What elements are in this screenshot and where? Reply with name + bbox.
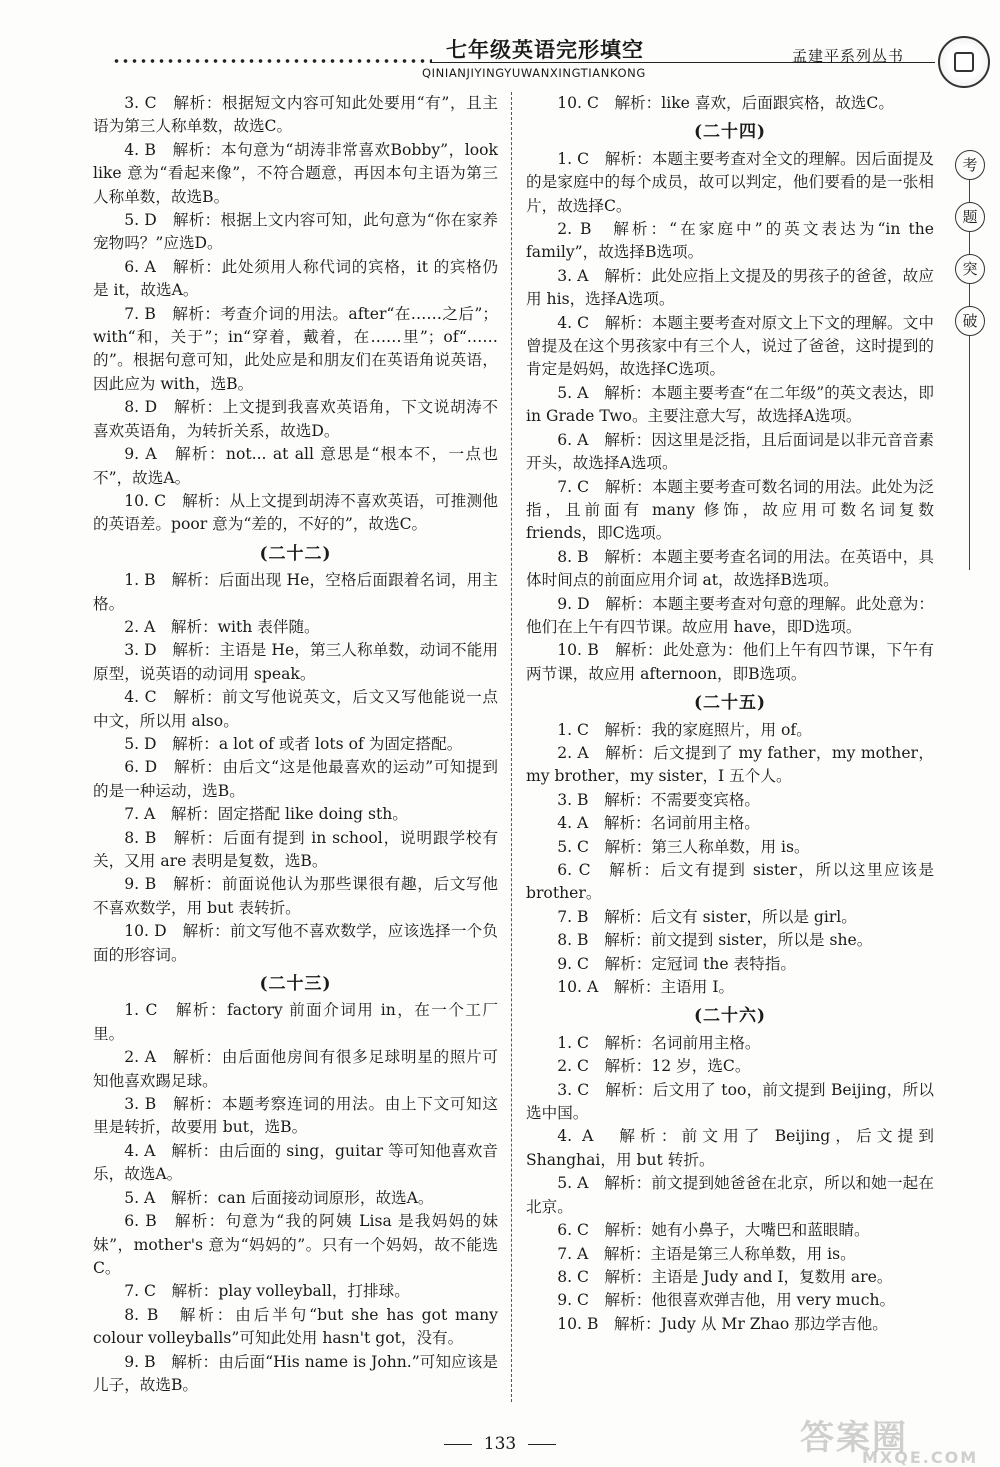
answer-item: 9. D 解析：本题主要考查对句意的理解。此处意为：他们在上午有四节课。故应用 have，即D选项。 [526,594,934,636]
answer-item: 5. A 解析：本题主要考查“在二年级”的英文表达，即 in Grade Two。主要注意大写，故选择A选项。 [526,383,934,426]
answer-item: 3. C 解析：根据短文内容可知此处要用“有”，且主语为第三人称单数，故选C。 [93,94,498,136]
section-heading: (二十三) [259,974,332,995]
section-heading: (二十四) [693,122,767,143]
answer-item: 6. B 解析：句意为“我的阿姨 Lisa 是我妈妈的妹妹”，mother's 意为“妈妈的”。只有一个妈妈，故不能选C。 [93,1212,498,1277]
answer-item: 1. B 解析：后面出现 He，空格后面跟着名词，用主格。 [93,571,498,613]
watermark-url: MXQE.COM [862,1448,979,1467]
answer-item: 4. A 解析：名词前用主格。 [557,814,760,833]
answer-item: 5. A 解析：前文提到她爸爸在北京，所以和她一起在北京。 [526,1174,934,1216]
answer-item: 2. C 解析：12 岁，选C。 [557,1057,751,1076]
answer-item: 6. D 解析：由后文“这是他最喜欢的运动”可知提到的是一种运动，选B。 [93,758,498,800]
page-number: 133 [483,1434,517,1454]
answer-item: 8. B 解析：由后半句“but she has got many colour volleyballs”可知此处用 hasn't got，没有。 [93,1305,498,1348]
answer-item: 10. B 解析：Judy 从 Mr Zhao 那边学吉他。 [557,1314,888,1333]
answer-item: 10. B 解析：此处意为：他们上午有四节课，下午有两节课，故应用 afternoon，即B选项。 [526,641,934,683]
answer-item: 4. A 解析：由后面的 sing，guitar 等可知他喜欢音乐，故选A。 [93,1141,498,1184]
series-name: 孟建平系列丛书 [792,47,905,65]
answer-item: 8. D 解析：上文提到我喜欢英语角，下文说胡涛不喜欢英语角，为转折关系，故选D。 [93,398,498,440]
section-heading: (二十二) [259,543,332,564]
answer-item: 7. A 解析：固定搭配 like doing sth。 [124,805,408,824]
answer-item: 2. A 解析：with 表伴随。 [124,617,320,636]
answer-item: 6. A 解析：此处须用人称代词的宾格，it 的宾格仍是 it，故选A。 [93,257,498,300]
answer-item: 9. C 解析：定冠词 the 表特指。 [557,954,796,973]
left-column [93,92,498,1397]
answer-item: 7. C 解析：play volleyball，打排球。 [124,1282,410,1301]
answer-item: 4. A 解析：前文用了 Beijing，后文提到 Shanghai，用 but 转折。 [526,1127,934,1169]
side-tab-char: 题 [955,202,985,232]
answer-item: 1. C 解析：我的家庭照片，用 of。 [557,720,812,739]
answer-item: 7. B 解析：考查介词的用法。after“在……之后”；with“和，关于”；in“穿着，戴着，在……里”；of“……的”。根据句意可知，此处应是和朋友们在英语角说英语，因此应为 with，选B。 [93,304,498,393]
answer-item: 3. C 解析：后文用了 too，前文提到 Beijing，所以选中国。 [526,1080,934,1123]
answer-item: 3. B 解析：本题考察连词的用法。由上下文可知这里是转折，故要用 but，选B。 [93,1095,498,1137]
answer-item: 6. C 解析：后文有提到 sister，所以这里应该是 brother。 [526,861,934,903]
answer-item: 2. A 解析：由后面他房间有很多足球明星的照片可知他喜欢踢足球。 [93,1048,498,1090]
header-dot-rule [112,58,432,64]
answer-item: 10. C 解析：like 喜欢，后面跟宾格，故选C。 [557,94,894,112]
answer-item: 9. C 解析：他很喜欢弹吉他，用 very much。 [557,1291,896,1310]
footer-dash [528,1444,556,1445]
answer-item: 5. D 解析：根据上文内容可知，此句意为“你在家养宠物吗？”应选D。 [93,211,498,253]
book-title-pinyin: QINIANJIYINGYUWANXINGTIANKONG [422,66,646,80]
side-tab [955,150,987,570]
answer-item: 8. C 解析：主语是 Judy and I，复数用 are。 [557,1267,893,1286]
answer-item: 8. B 解析：后面有提到 in school，说明跟学校有关，又用 are 表明是复数，选B。 [93,828,498,870]
answer-item: 1. C 解析：本题主要考查对全文的理解。因后面提及的是家庭中的每个成员，故可以判定，他们要看的是一张相片，故选择C。 [526,149,934,215]
answer-item: 4. B 解析：本句意为“胡涛非常喜欢Bobby”，look like 意为“看起来像”，不符合题意，再因本句主语为第三人称单数，故选B。 [93,140,498,206]
answer-item: 7. B 解析：后文有 sister，所以是 girl。 [557,907,857,926]
answer-item: 10. A 解析：主语用 I。 [557,978,735,997]
footer-dash [444,1444,472,1445]
book-title: 七年级英语完形填空 [446,37,644,62]
answer-item: 8. B 解析：本题主要考查名词的用法。在英语中，具体时间点的前面应用介词 at，故选择B选项。 [526,547,934,590]
answer-item: 9. A 解析：not... at all 意思是“根本不，一点也不”，故选A。 [93,445,498,487]
answer-item: 7. A 解析：主语是第三人称单数，用 is。 [557,1244,856,1263]
answer-item: 6. A 解析：因这里是泛指，且后面词是以非元音音素开头，故选择A选项。 [526,430,934,473]
right-column [526,92,934,1336]
answer-item: 1. C 解析：factory 前面介词用 in，在一个工厂里。 [93,1001,498,1043]
answer-item: 9. B 解析：前面说他认为那些课很有趣，后文写他不喜欢数学，用 but 表转折。 [93,875,498,917]
answer-item: 4. C 解析：前文写他说英文，后文又写他能说一点中文，所以用 also。 [93,688,498,730]
answer-item: 2. B 解析：“在家庭中”的英文表达为“in the family”，故选择B选项。 [526,220,934,262]
column-divider [511,92,512,1402]
answer-item: 2. A 解析：后文提到了 my father，my mother，my brother，my sister，I 五个人。 [526,743,934,786]
answer-item: 8. B 解析：前文提到 sister，所以是 she。 [557,931,873,950]
watermark-logo [800,1410,990,1467]
watermark-text: 答案圈 [800,1418,908,1458]
answer-item: 3. B 解析：不需要变宾格。 [557,790,761,809]
answer-item: 5. C 解析：第三人称单数，用 is。 [557,837,810,856]
side-tab-char: 考 [955,150,985,180]
section-heading: (二十五) [693,693,767,714]
answer-item: 4. C 解析：本题主要考查对原文上下文的理解。文中曾提及在这个男孩家中有三个人，说过了爸爸，这时提到的肯定是妈妈，故选择C选项。 [526,313,934,379]
answer-item: 7. C 解析：本题主要考查可数名词的用法。此处为泛指，且前面有 many 修饰，故应用可数名词复数 friends，即C选项。 [526,477,934,543]
answer-item: 1. C 解析：名词前用主格。 [557,1033,761,1052]
answer-item: 6. C 解析：她有小鼻子，大嘴巴和蓝眼睛。 [557,1221,870,1240]
page-header [0,0,1000,88]
answer-item: 5. A 解析：can 后面接动词原形，故选A。 [124,1188,434,1207]
answer-item: 5. D 解析：a lot of 或者 lots of 为固定搭配。 [124,734,463,753]
answer-item: 3. D 解析：主语是 He，第三人称单数，动词不能用原型，说英语的动词用 speak。 [93,641,498,683]
answer-item: 10. D 解析：前文写他不喜欢数学，应该选择一个负面的形容词。 [93,922,498,964]
answer-item: 9. B 解析：由后面“His name is John.”可知应该是儿子，故选B。 [93,1352,498,1394]
answer-item: 10. C 解析：从上文提到胡涛不喜欢英语，可推测他的英语差。poor 意为“差的，不好的”，故选C。 [93,491,498,534]
publisher-seal-icon [938,36,990,88]
section-heading: (二十六) [693,1006,767,1027]
answer-item: 3. A 解析：此处应指上文提及的男孩子的爸爸，故应用 his，选择A选项。 [526,266,934,309]
side-tab-char: 破 [955,306,985,336]
side-tab-char: 突 [955,254,985,284]
